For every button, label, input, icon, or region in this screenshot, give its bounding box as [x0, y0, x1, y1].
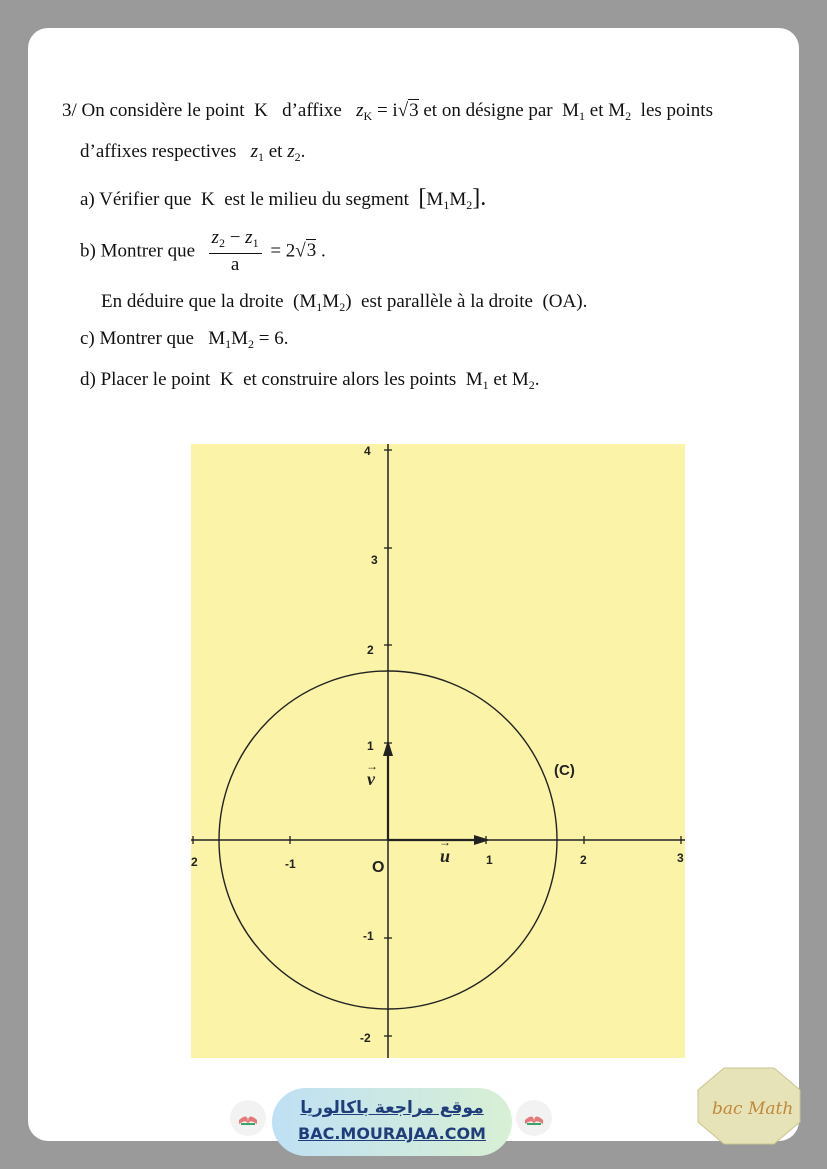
octagon-badge-shape — [696, 1066, 802, 1146]
x-tick-label: 1 — [486, 853, 493, 867]
point-k: K — [254, 100, 268, 121]
point-m: M — [562, 100, 580, 121]
var-z: z — [287, 141, 295, 162]
subscript: 2 — [248, 337, 255, 351]
graph-svg — [191, 444, 685, 1058]
sqrt-arg: 3 — [409, 100, 419, 121]
subscript: 1 — [443, 198, 450, 212]
subscript: 2 — [625, 109, 632, 123]
v-label: v — [367, 769, 375, 789]
subscript: 1 — [482, 378, 489, 392]
question-3-line-1 — [62, 100, 713, 124]
subscript: 2 — [339, 300, 346, 314]
point-m: M — [299, 291, 317, 312]
text: b) Montrer que — [80, 240, 196, 262]
point-m: M — [465, 369, 483, 390]
footer-site-link[interactable]: BAC.MOURAJAA.COM — [298, 1124, 486, 1143]
text: En déduire que la droite — [101, 291, 284, 312]
origin-label: O — [372, 859, 385, 876]
var-z: z — [245, 227, 253, 248]
point-m: M — [231, 328, 249, 349]
subscript: 1 — [579, 109, 586, 123]
text: = 2 — [270, 240, 296, 262]
sqrt-sign: √ — [397, 100, 409, 121]
x-tick-label: 2 — [580, 853, 587, 867]
subscript: K — [363, 109, 373, 123]
subscript: 2 — [466, 198, 473, 212]
y-tick-label: -2 — [360, 1031, 371, 1045]
text: est parallèle à la droite — [361, 291, 533, 312]
question-d — [80, 369, 540, 393]
curve-c-label: (C) — [554, 762, 575, 779]
x-tick-label: 2 — [191, 855, 198, 869]
point-m: M — [511, 369, 529, 390]
text: . — [320, 240, 326, 262]
badge-text: bac Math — [712, 1099, 794, 1119]
sqrt-sign: √ — [295, 240, 306, 262]
x-tick-label: -1 — [285, 857, 296, 871]
u-arrow-mark: → — [439, 835, 451, 849]
subscript: 2 — [528, 378, 535, 392]
subscript: 2 — [218, 236, 225, 250]
fraction-denominator: a — [230, 254, 240, 275]
footer-arabic-link[interactable]: موقع مراجعة باكالوريا — [300, 1098, 484, 1118]
subscript: 2 — [294, 150, 301, 164]
x-tick-label: 3 — [677, 851, 684, 865]
text: a) Vérifier que — [80, 189, 192, 210]
y-tick-label: 4 — [364, 444, 371, 458]
book-icon — [516, 1100, 552, 1136]
complex-plane-graph — [191, 444, 685, 1058]
point-m: M — [449, 189, 467, 210]
question-b — [80, 228, 326, 276]
text: On considère le point — [81, 100, 245, 121]
text: et — [268, 141, 283, 162]
text: d) Placer le point — [80, 369, 211, 390]
vector-u-arrowhead — [474, 835, 490, 845]
point-m: M — [608, 100, 626, 121]
text: = i — [376, 100, 398, 121]
bac-math-badge — [696, 1066, 802, 1146]
subscript: 1 — [252, 236, 259, 250]
var-z: z — [250, 141, 258, 162]
y-tick-label: 2 — [367, 643, 374, 657]
site-logo-right — [516, 1100, 552, 1136]
text: d’affixes respectives — [80, 141, 237, 162]
subscript: 1 — [258, 150, 264, 164]
point-m: M — [426, 189, 444, 210]
var-z: z — [356, 100, 364, 121]
paren: ) — [345, 291, 352, 312]
question-b-deduce — [101, 291, 587, 315]
text: et — [493, 369, 508, 390]
v-arrow-mark: → — [366, 759, 378, 773]
footer-banner[interactable] — [272, 1088, 512, 1156]
question-a — [80, 185, 486, 213]
fraction — [209, 228, 262, 276]
y-tick-label: 1 — [367, 739, 374, 753]
point-k: K — [219, 369, 234, 390]
u-label: u — [440, 846, 451, 866]
text: (OA). — [542, 291, 588, 312]
book-icon — [230, 1100, 266, 1136]
minus: − — [224, 227, 246, 248]
text: et on désigne par — [423, 100, 553, 121]
site-logo-left — [230, 1100, 266, 1136]
text: les points — [640, 100, 713, 121]
text: d’affixe — [282, 100, 342, 121]
y-tick-label: -1 — [363, 929, 374, 943]
fraction-numerator — [209, 228, 262, 254]
question-number: 3/ — [62, 100, 77, 121]
sqrt-arg: 3 — [306, 240, 317, 262]
text: . — [534, 369, 540, 390]
text: est le milieu du segment — [224, 189, 409, 210]
text: et construire alors les points — [243, 369, 457, 390]
text: . — [300, 141, 306, 162]
point-k: K — [200, 189, 215, 210]
question-3-line-2 — [80, 141, 305, 165]
subscript: 1 — [316, 300, 323, 314]
paren: ( — [293, 291, 300, 312]
bracket: [ — [418, 185, 427, 211]
point-m: M — [208, 328, 226, 349]
text: c) Montrer que — [80, 328, 194, 349]
point-m: M — [322, 291, 340, 312]
bracket: ]. — [472, 185, 487, 211]
subscript: 1 — [225, 337, 232, 351]
var-z: z — [211, 227, 219, 248]
y-tick-label: 3 — [371, 553, 378, 567]
text: et — [589, 100, 604, 121]
question-c — [80, 328, 289, 352]
text: = 6. — [258, 328, 289, 349]
